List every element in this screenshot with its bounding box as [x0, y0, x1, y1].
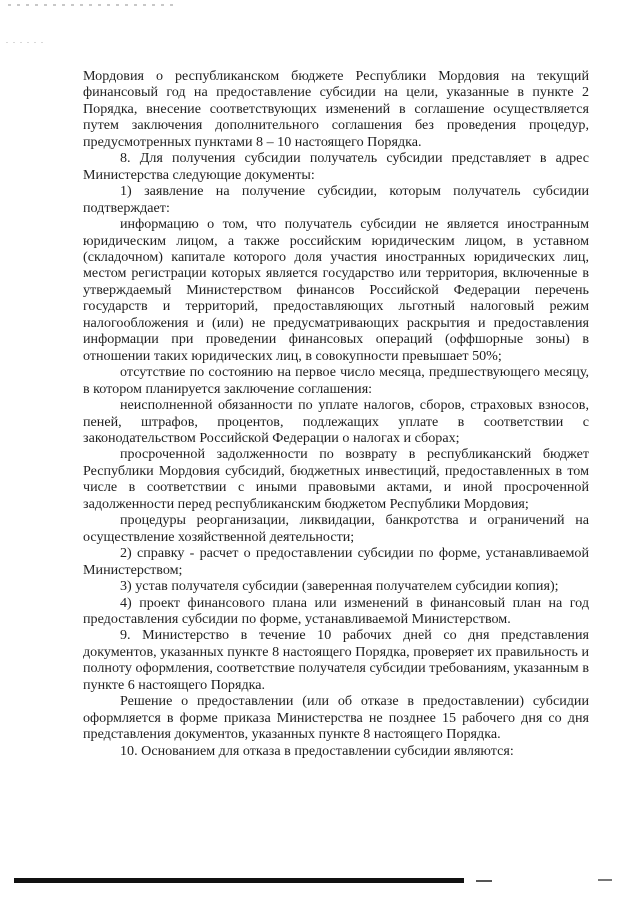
- paragraph-absence-as-of-date: отсутствие по состоянию на первое число месяца, предшествующего месяцу, в котором планируется заключение соглашения:: [83, 364, 589, 397]
- paragraph-decision: Решение о предоставлении (или об отказе в предоставлении) субсидии оформляется в форме приказа Министерства не позднее 15 рабочего дня со дня представления документов, указанных пункте 8 настоящего Порядка.: [83, 693, 589, 743]
- paragraph-charter-copy: 3) устав получателя субсидии (заверенная получателем субсидии копия);: [120, 578, 559, 595]
- paragraph-budget-continuation: Мордовия о республиканском бюджете Республики Мордовия на текущий финансовый год на предоставление субсидии на цели, указанные в пункте 2 Порядка, внесение соответствующих изменений в соглашение осуществляется путем заключения дополнительного соглашения без проведения процедур, предусмотренных пунктами 8 – 10 настоящего Порядка.: [83, 68, 589, 150]
- paragraph-reorganization: процедуры реорганизации, ликвидации, банкротства и ограничений на осуществление хозяйственной деятельности;: [83, 512, 589, 545]
- paragraph-application: 1) заявление на получение субсидии, которым получатель субсидии подтверждает:: [83, 183, 589, 216]
- paragraph-item-9: 9. Министерство в течение 10 рабочих дней со дня представления документов, указанных пункте 8 настоящего Порядка, проверяет их правильность и полноту оформления, соответствие получателя субсидии требованиям, указанным в пункте 6 настоящего Порядка.: [83, 627, 589, 693]
- paragraph-overdue-debt: просроченной задолженности по возврату в республиканский бюджет Республики Мордовия субсидий, бюджетных инвестиций, предоставленных в том числе в соответствии с иными правовыми актами, и иной просроченной задолженности перед республиканским бюджетом Республики Мордовия;: [83, 446, 589, 512]
- document-body: [83, 68, 589, 759]
- paragraph-financial-plan: 4) проект финансового плана или изменений в финансовый план на год предоставления субсидии по форме, устанавливаемой Министерством.: [83, 594, 589, 627]
- scan-artifact-bottom-right: [598, 879, 612, 881]
- scan-bottom-border: [14, 878, 464, 883]
- paragraph-foreign-entity-info: информацию о том, что получатель субсидии не является иностранным юридическим лицом, а также российским юридическим лицом, в уставном (складочном) капитале которого доля участия иностранных юридических лиц, местом регистрации которых является государство или территория, включенные в утверждаемый Министерством финансов Российской Федерации перечень государств и территорий, предоставляющих льготный налоговый режим налогообложения и (или) не предусматривающих раскрытия и предоставления информации при проведении финансовых операций (оффшорные зоны) в отношении таких юридических лиц, в совокупности превышает 50%;: [83, 216, 589, 364]
- paragraph-unpaid-taxes: неисполненной обязанности по уплате налогов, сборов, страховых взносов, пеней, штрафов, процентов, подлежащих уплате в соответствии с законодательством Российской Федерации о налогах и сборах;: [83, 397, 589, 446]
- scan-artifact-bottom: [476, 880, 492, 882]
- paragraph-item-10: 10. Основанием для отказа в предоставлении субсидии являются:: [120, 742, 514, 759]
- scan-artifact-top: [8, 4, 178, 6]
- paragraph-item-8: 8. Для получения субсидии получатель субсидии представляет в адрес Министерства следующие документы:: [83, 150, 589, 183]
- paragraph-calculation-certificate: 2) справку - расчет о предоставлении субсидии по форме, устанавливаемой Министерством;: [83, 545, 589, 578]
- scan-artifact-left: [6, 42, 46, 43]
